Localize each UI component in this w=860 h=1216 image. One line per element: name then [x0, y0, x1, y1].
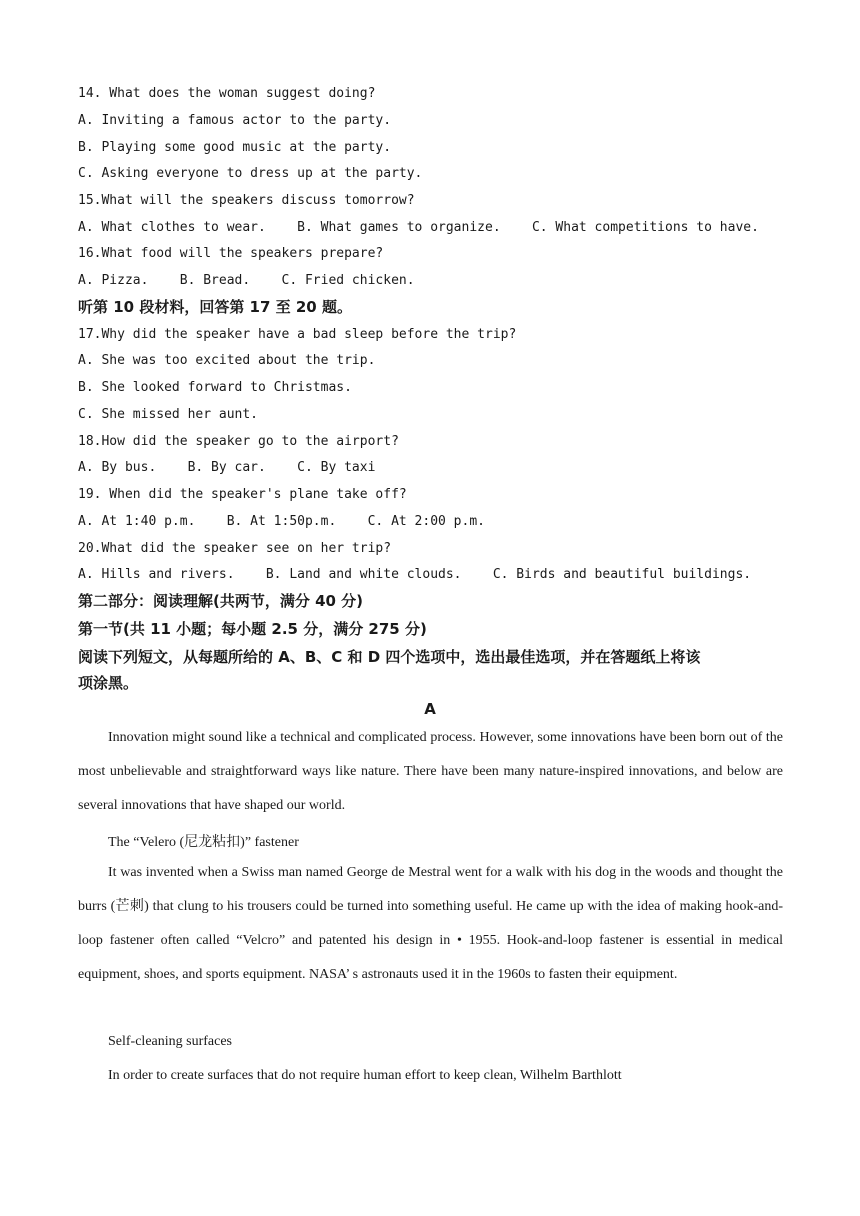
instruction-line-2: 项涂黑。: [78, 674, 139, 692]
part-2-heading: 第二部分：阅读理解(共两节，满分 40 分): [78, 592, 364, 610]
question-14-option-a: A. Inviting a famous actor to the party.: [78, 113, 392, 128]
question-14-option-c: C. Asking everyone to dress up at the party.: [78, 166, 423, 181]
section-1-heading: 第一节(共 11 小题；每小题 2.5 分，满分 275 分): [78, 620, 427, 638]
question-18-options: A. By bus. B. By car. C. By taxi: [78, 460, 376, 475]
question-19-stem: 19. When did the speaker's plane take off?: [78, 487, 407, 502]
paragraph-2: It was invented when a Swiss man named George de Mestral went for a walk with his dog in the woods and thought the burrs (芒刺) that clung to his trousers could be turned into something useful. He came up with the idea of making hook-and-loop fastener often called “Velcro” and patented his design in • 1955. Hook-and-loop fastener is essential in medical equipment, shoes, and sports equipment. NASA’ s astronauts used it in the 1960s to fasten their equipment.: [78, 865, 783, 982]
paragraph-3: In order to create surfaces that do not require human effort to keep clean, Wilhelm Barthlott: [108, 1068, 622, 1083]
question-16-stem: 16.What food will the speakers prepare?: [78, 246, 384, 261]
question-14-option-b: B. Playing some good music at the party.: [78, 140, 392, 155]
question-19-options: A. At 1:40 p.m. B. At 1:50p.m. C. At 2:00 p.m.: [78, 514, 485, 529]
passage-label: A: [424, 700, 436, 718]
paragraph-1: Innovation might sound like a technical and complicated process. However, some innovations have been born out of the most unbelievable and straightforward ways like nature. There have been many nature-inspired innovations, and below are several innovations that have shaped our world.: [78, 730, 783, 813]
question-16-options: A. Pizza. B. Bread. C. Fried chicken.: [78, 273, 415, 288]
question-14-stem: 14. What does the woman suggest doing?: [78, 86, 376, 101]
subtitle-self-cleaning: Self-cleaning surfaces: [108, 1034, 232, 1049]
question-17-option-b: B. She looked forward to Christmas.: [78, 380, 352, 395]
instruction-line-1: 阅读下列短文，从每题所给的 A、B、C 和 D 四个选项中，选出最佳选项，并在答题纸上将该: [78, 648, 701, 666]
question-15-stem: 15.What will the speakers discuss tomorrow?: [78, 193, 415, 208]
question-17-option-a: A. She was too excited about the trip.: [78, 353, 376, 368]
question-20-stem: 20.What did the speaker see on her trip?: [78, 541, 392, 556]
question-17-option-c: C. She missed her aunt.: [78, 407, 259, 422]
question-20-options: A. Hills and rivers. B. Land and white clouds. C. Birds and beautiful buildings.: [78, 567, 752, 582]
subtitle-velcro: The “Velero (尼龙粘扣)” fastener: [108, 835, 299, 850]
section-10-heading: 听第 10 段材料，回答第 17 至 20 题。: [78, 298, 352, 316]
question-15-options: A. What clothes to wear. B. What games to organize. C. What competitions to have.: [78, 220, 759, 235]
question-18-stem: 18.How did the speaker go to the airport?: [78, 434, 399, 449]
question-17-stem: 17.Why did the speaker have a bad sleep before the trip?: [78, 327, 517, 342]
